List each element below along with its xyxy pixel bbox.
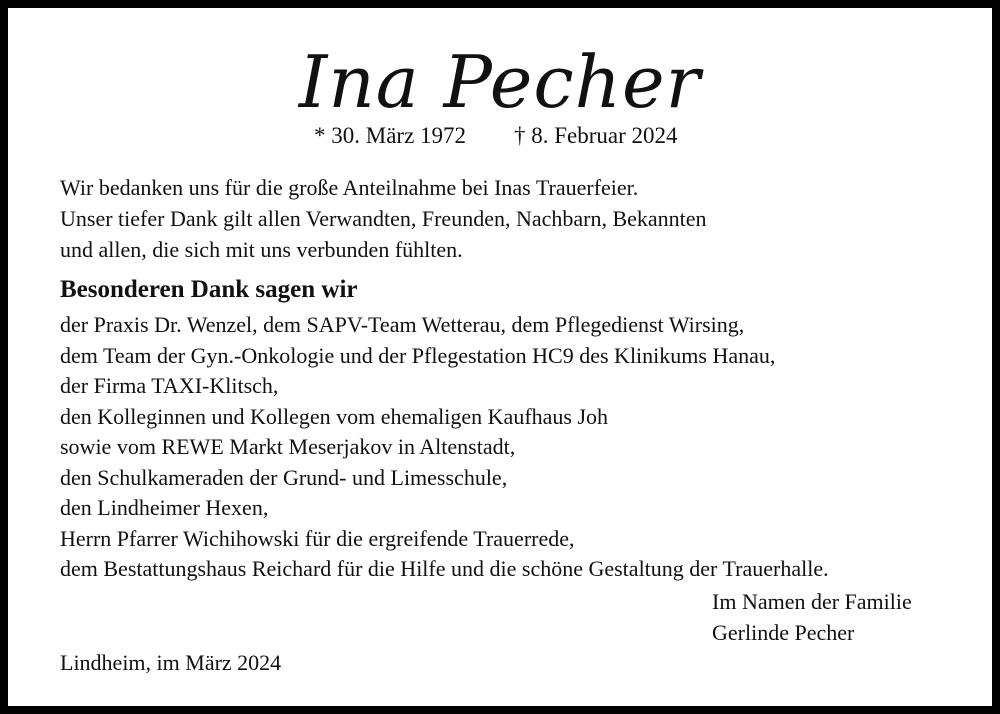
thanks-list (60, 310, 960, 585)
thanks-line: dem Bestattungshaus Reichard für die Hilfe und die schöne Gestaltung der Trauerhalle. (60, 556, 829, 581)
signature-line: Gerlinde Pecher (712, 620, 855, 645)
life-dates (0, 121, 1000, 151)
intro-line: Wir bedanken uns für die große Anteilnahme bei Inas Trauerfeier. (60, 175, 639, 200)
intro-paragraph (60, 172, 960, 265)
thanks-line: den Lindheimer Hexen, (60, 495, 269, 520)
thanks-line: der Praxis Dr. Wenzel, dem SAPV-Team Wetterau, dem Pflegedienst Wirsing, (60, 312, 745, 337)
thanks-heading: Besonderen Dank sagen wir (60, 276, 358, 303)
thanks-line: dem Team der Gyn.-Onkologie und der Pflegestation HC9 des Klinikums Hanau, (60, 342, 776, 368)
intro-line: und allen, die sich mit uns verbunden fühlten. (60, 237, 463, 262)
birth-date: * 30. März 1972 (314, 123, 467, 148)
family-signature (712, 586, 912, 648)
thanks-line: sowie vom REWE Markt Meserjakov in Altenstadt, (60, 434, 516, 459)
intro-line: Unser tiefer Dank gilt allen Verwandten, Freunden, Nachbarn, Bekannten (60, 206, 707, 231)
thanks-line: den Schulkameraden der Grund- und Limesschule, (60, 464, 508, 490)
thanks-line: der Firma TAXI-Klitsch, (60, 373, 279, 398)
signature-line: Im Namen der Familie (712, 589, 912, 614)
thanks-line: Herrn Pfarrer Wichihowski für die ergreifende Trauerrede, (60, 525, 575, 551)
deceased-name: Ina Pecher (298, 40, 702, 124)
thanks-line: den Kolleginnen und Kollegen vom ehemaligen Kaufhaus Joh (60, 403, 609, 429)
place-and-date: Lindheim, im März 2024 (60, 650, 282, 675)
death-date: † 8. Februar 2024 (514, 123, 678, 148)
